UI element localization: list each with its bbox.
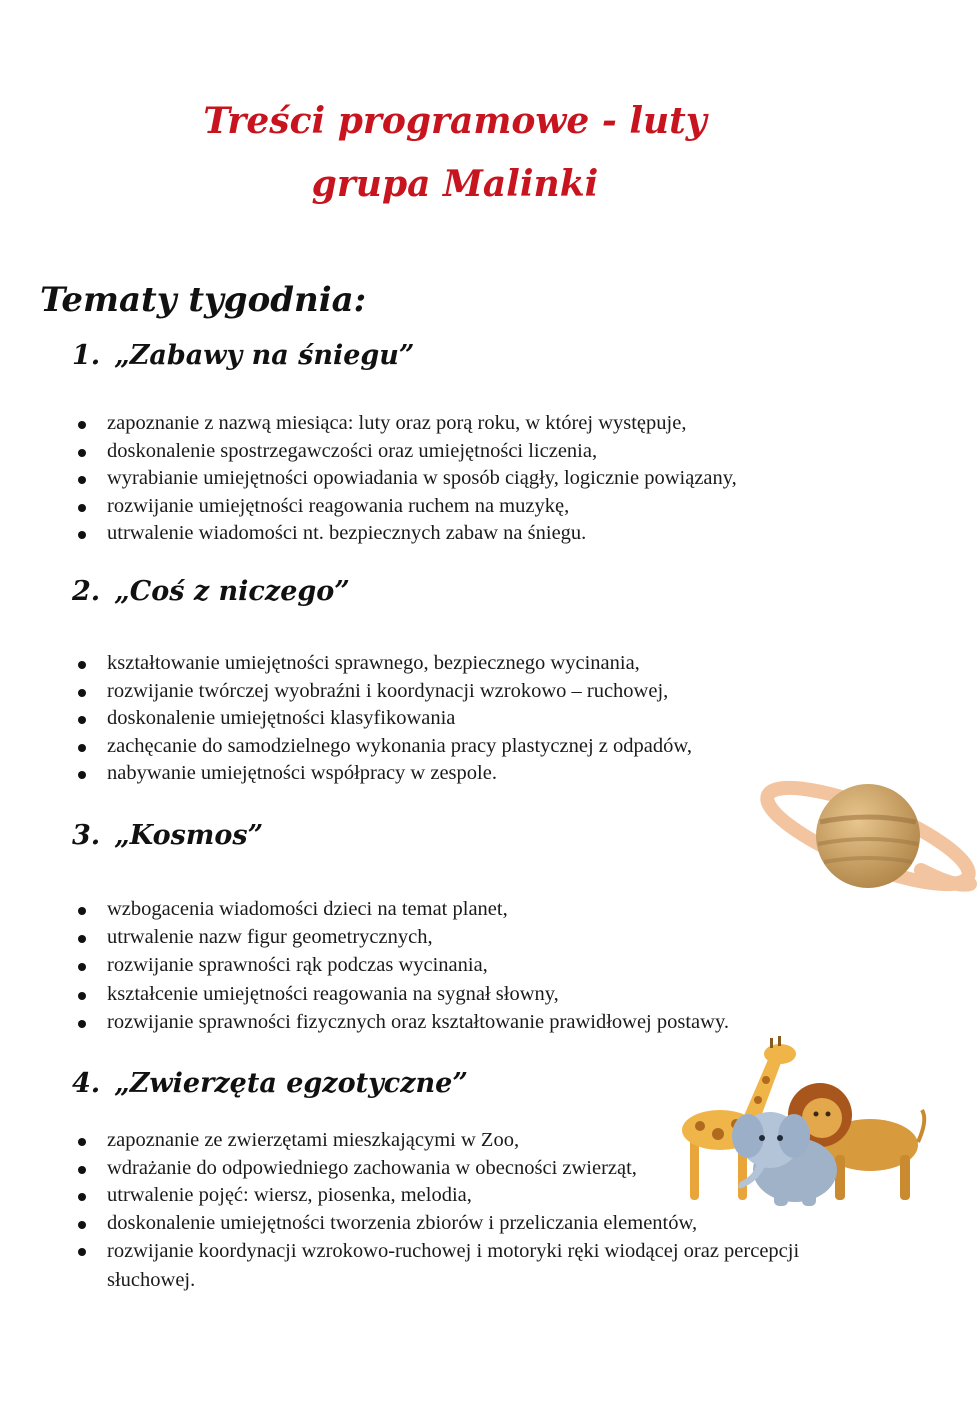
- week-2-list: [72, 650, 862, 788]
- list-item: wzbogacenia wiadomości dzieci na temat planet,: [72, 896, 862, 924]
- list-item: doskonalenie umiejętności klasyfikowania: [72, 705, 862, 733]
- week-title: „Zwierzęta egzotyczne”: [114, 1068, 468, 1099]
- list-item: zachęcanie do samodzielnego wykonania pracy plastycznej z odpadów,: [72, 733, 862, 761]
- list-item: wyrabianie umiejętności opowiadania w sposób ciągły, logicznie powiązany,: [72, 465, 862, 493]
- list-item: zapoznanie ze zwierzętami mieszkającymi w Zoo,: [72, 1127, 862, 1155]
- week-title: „Kosmos”: [114, 820, 264, 851]
- list-item: rozwijanie twórczej wyobraźni i koordynacji wzrokowo – ruchowej,: [72, 678, 862, 706]
- list-item: kształtowanie umiejętności sprawnego, bezpiecznego wycinania,: [72, 650, 862, 678]
- list-item: kształcenie umiejętności reagowania na sygnał słowny,: [72, 981, 862, 1009]
- list-item: doskonalenie umiejętności tworzenia zbiorów i przeliczania elementów,: [72, 1210, 862, 1238]
- week-1-list: [72, 410, 862, 548]
- list-item: wdrażanie do odpowiedniego zachowania w obecności zwierząt,: [72, 1155, 862, 1183]
- week-1-heading: [72, 340, 414, 371]
- animals-illustration: [670, 1030, 930, 1210]
- list-item: doskonalenie spostrzegawczości oraz umiejętności liczenia,: [72, 438, 862, 466]
- week-2-heading: [72, 576, 350, 607]
- week-4-heading: [72, 1068, 468, 1099]
- list-item: rozwijanie sprawności fizycznych oraz kształtowanie prawidłowej postawy.: [72, 1009, 862, 1037]
- section-heading: Tematy tygodnia:: [40, 280, 367, 320]
- page-subtitle: grupa Malinki: [311, 163, 599, 205]
- week-title: „Coś z niczego”: [114, 576, 350, 607]
- list-item: nabywanie umiejętności współpracy w zespole.: [72, 760, 862, 788]
- list-item: rozwijanie koordynacji wzrokowo-ruchowej i motoryki ręki wiodącej oraz percepcji słuchowej.: [72, 1237, 862, 1295]
- page-title: Treści programowe - luty: [203, 100, 707, 142]
- week-3-heading: [72, 820, 263, 851]
- list-item: utrwalenie wiadomości nt. bezpiecznych zabaw na śniegu.: [72, 520, 862, 548]
- week-number: 2.: [72, 576, 101, 607]
- list-item: zapoznanie z nazwą miesiąca: luty oraz porą roku, w której występuje,: [72, 410, 862, 438]
- week-3-list: [72, 896, 862, 1037]
- week-number: 1.: [72, 340, 101, 371]
- week-title: „Zabawy na śniegu”: [114, 340, 415, 371]
- list-item: rozwijanie sprawności rąk podczas wycinania,: [72, 952, 862, 980]
- list-item: rozwijanie umiejętności reagowania ruchem na muzykę,: [72, 493, 862, 521]
- saturn-illustration: [756, 760, 980, 910]
- week-number: 4.: [72, 1068, 101, 1099]
- week-number: 3.: [72, 820, 101, 851]
- list-item: utrwalenie nazw figur geometrycznych,: [72, 924, 862, 952]
- list-item: utrwalenie pojęć: wiersz, piosenka, melodia,: [72, 1182, 862, 1210]
